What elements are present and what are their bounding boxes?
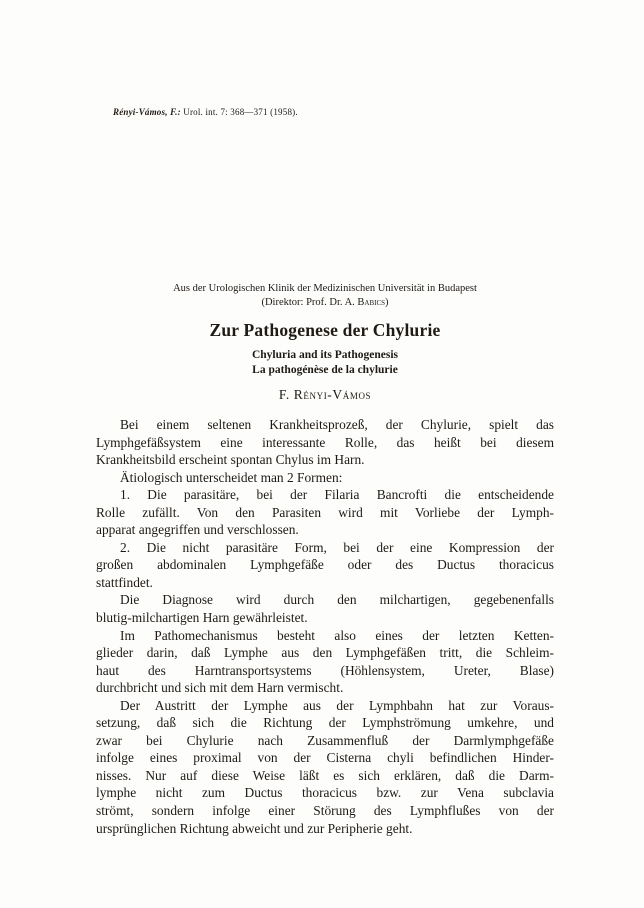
- director-prefix: (Direktor: Prof. Dr. A.: [261, 296, 358, 308]
- body-line: Die Diagnose wird durch den milchartigen, gegebenenfalls: [120, 592, 554, 608]
- subtitle-english: Chyluria and its Pathogenesis: [251, 349, 398, 361]
- body-line: durchbricht und sich mit dem Harn vermischt.: [96, 680, 344, 696]
- body-line: großen abdominalen Lymphgefäße oder des Ductus thoracicus: [96, 557, 554, 573]
- body-line: 2. Die nicht parasitäre Form, bei der eine Kompression der: [120, 539, 554, 555]
- subtitle-french: La pathogénèse de la chylurie: [252, 364, 398, 376]
- body-line: setzung, daß sich die Richtung der Lymphströmung umkehre, und: [96, 715, 554, 731]
- body-line: Rolle zufällt. Von den Parasiten wird mit Vorliebe der Lymph-: [96, 504, 554, 520]
- author-name: F. Rényi-Vámos: [278, 387, 372, 402]
- body-line: zwar bei Chylurie nach Zusammenfluß der Darmlymphgefäße: [96, 732, 554, 748]
- body-line: glieder darin, daß Lymphe aus den Lymphgefäßen tritt, die Schleim-: [96, 645, 554, 661]
- citation-reference: Urol. int. 7: 368—371 (1958).: [180, 107, 298, 117]
- director-suffix: ): [385, 296, 389, 308]
- affiliation-director-line: [96, 296, 554, 310]
- body-line: Ätiologisch unterscheidet man 2 Formen:: [120, 469, 343, 485]
- body-line: blutig-milchartigen Harn gewährleistet.: [96, 610, 308, 626]
- body-line: ursprünglichen Richtung abweicht und zur Peripherie geht.: [96, 820, 413, 836]
- body-line: Der Austritt der Lymphe aus der Lymphbahn hat zur Voraus-: [120, 697, 554, 713]
- running-head-citation: [113, 107, 298, 117]
- affiliation-line: Aus der Urologischen Klinik der Medizinischen Universität in Budapest: [173, 283, 477, 294]
- body-line: apparat angegriffen und verschlossen.: [96, 522, 299, 538]
- body-line: strömt, sondern infolge einer Störung des Lymphflußes von der: [96, 803, 554, 819]
- body-line: nisses. Nur auf diese Weise läßt es sich erklären, daß die Darm-: [96, 767, 554, 783]
- body-text: [96, 416, 554, 837]
- article-title: Zur Pathogenese der Chylurie: [209, 320, 441, 340]
- body-line: infolge eines proximal von der Cisterna chyli befindlichen Hinder-: [96, 750, 554, 766]
- body-line: stattfindet.: [96, 574, 153, 590]
- body-line: Im Pathomechanismus besteht also eines der letzten Ketten-: [120, 627, 554, 643]
- body-line: 1. Die parasitäre, bei der Filaria Bancrofti die entscheidende: [120, 487, 554, 503]
- director-name: Babics: [357, 296, 386, 308]
- affiliation-block: [96, 282, 554, 309]
- body-line: Bei einem seltenen Krankheitsprozeß, der Chylurie, spielt das: [120, 417, 554, 432]
- body-line: haut des Harntransportsystems (Höhlensystem, Ureter, Blase): [96, 662, 554, 678]
- citation-author: Rényi-Vámos, F.:: [113, 107, 181, 117]
- body-line: Lymphgefäßsystem eine interessante Rolle, das heißt bei diesem: [96, 434, 554, 450]
- body-line: lymphe nicht zum Ductus thoracicus bzw. zur Vena subclavia: [96, 785, 554, 801]
- body-line: Krankheitsbild erscheint spontan Chylus im Harn.: [96, 452, 365, 468]
